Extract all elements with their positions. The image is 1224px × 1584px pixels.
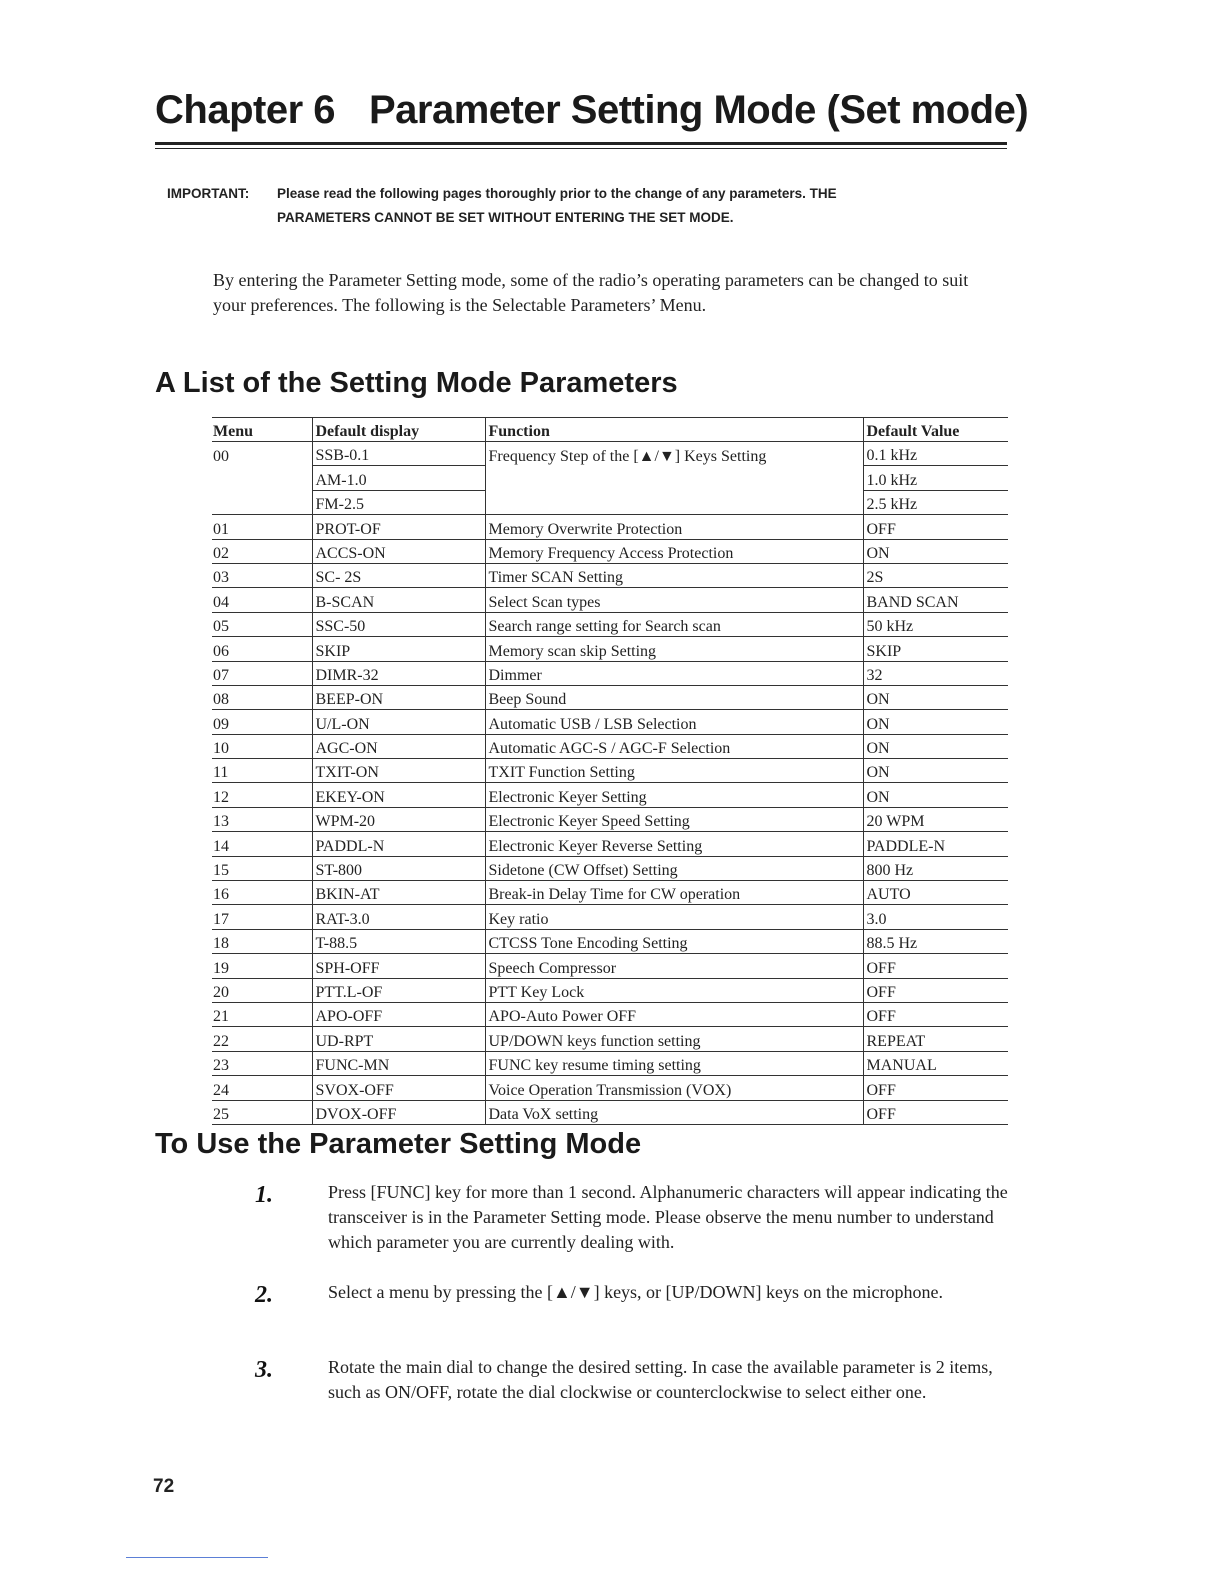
cell-default-value: BAND SCAN [863,588,1008,612]
page-number: 72 [153,1476,175,1497]
table-row [212,1051,1008,1075]
table-row [212,759,1008,783]
cell-default-value: 50 kHz [863,612,1008,636]
table-row [212,905,1008,929]
cell-menu: 21 [212,1002,312,1026]
cell-menu: 09 [212,710,312,734]
cell-default-value: 0.1 kHz [863,442,1008,466]
cell-function: Speech Compressor [485,954,863,978]
cell-default-display: PADDL-N [312,832,485,856]
cell-menu: 04 [212,588,312,612]
step-text: Rotate the main dial to change the desired setting. In case the available parameter is 2 items, such as ON/OFF, rotate the dial clockwise or counterclockwise to select either one. [328,1357,993,1402]
cell-default-display: B-SCAN [312,588,485,612]
table-row [212,978,1008,1002]
cell-default-display: SKIP [312,637,485,661]
table-row [212,954,1008,978]
cell-default-display: U/L-ON [312,710,485,734]
cell-menu: 22 [212,1027,312,1051]
cell-function: Electronic Keyer Setting [485,783,863,807]
cell-default-value: 2.5 kHz [863,490,1008,514]
cell-menu: 08 [212,685,312,709]
cell-menu: 23 [212,1051,312,1075]
cell-function: Sidetone (CW Offset) Setting [485,856,863,880]
cell-default-value: 20 WPM [863,807,1008,831]
cell-default-display: BEEP-ON [312,685,485,709]
cell-function: Electronic Keyer Reverse Setting [485,832,863,856]
title-rule-thin [155,148,1007,149]
cell-default-display: UD-RPT [312,1027,485,1051]
cell-function: Data VoX setting [485,1100,863,1124]
cell-menu [212,490,312,514]
cell-menu: 10 [212,734,312,758]
parameters-table [212,417,1008,1125]
table-row [212,832,1008,856]
table-row [212,734,1008,758]
cell-menu: 02 [212,539,312,563]
cell-menu [212,466,312,490]
cell-default-value: OFF [863,1100,1008,1124]
cell-default-value: 3.0 [863,905,1008,929]
chapter-name: Parameter Setting Mode (Set mode) [369,88,1029,132]
cell-menu: 12 [212,783,312,807]
cell-default-display: WPM-20 [312,807,485,831]
cell-default-value: 800 Hz [863,856,1008,880]
cell-function: Break-in Delay Time for CW operation [485,881,863,905]
cell-function: Beep Sound [485,685,863,709]
step-text: Select a menu by pressing the [▲/▼] keys, or [UP/DOWN] keys on the microphone. [328,1282,943,1302]
cell-default-display: ACCS-ON [312,539,485,563]
cell-default-value: MANUAL [863,1051,1008,1075]
cell-default-value: 2S [863,563,1008,587]
cell-function: Voice Operation Transmission (VOX) [485,1076,863,1100]
cell-default-display: ST-800 [312,856,485,880]
cell-function: Select Scan types [485,588,863,612]
cell-default-value: 32 [863,661,1008,685]
cell-default-display: SVOX-OFF [312,1076,485,1100]
title-rule-thick [155,142,1007,145]
table-header-row [212,418,1008,442]
cell-menu: 15 [212,856,312,880]
chapter-title [155,88,1028,133]
list-section-title: A List of the Setting Mode Parameters [155,367,678,399]
cell-default-value: OFF [863,1002,1008,1026]
header-default-value: Default Value [863,418,1008,442]
cell-menu: 16 [212,881,312,905]
cell-default-value: OFF [863,515,1008,539]
step-text: Press [FUNC] key for more than 1 second. Alphanumeric characters will appear indicating the transceiver is in the Parameter Setting mode. Please observe the menu number to understand which parameter you are currently dealing with. [328,1182,1008,1252]
cell-function: Automatic AGC-S / AGC-F Selection [485,734,863,758]
cell-default-value: OFF [863,1076,1008,1100]
cell-menu: 18 [212,929,312,953]
table-row [212,515,1008,539]
cell-function: TXIT Function Setting [485,759,863,783]
cell-default-display: DIMR-32 [312,661,485,685]
table-row [212,710,1008,734]
table-row [212,661,1008,685]
important-line-2: PARAMETERS CANNOT BE SET WITHOUT ENTERING THE SET MODE. [277,210,734,225]
cell-function: Dimmer [485,661,863,685]
table-row [212,637,1008,661]
cell-default-value: 1.0 kHz [863,466,1008,490]
table-row [212,1076,1008,1100]
cell-default-display: TXIT-ON [312,759,485,783]
chapter-number: Chapter 6 [155,88,335,132]
cell-default-display: AGC-ON [312,734,485,758]
cell-default-display: FUNC-MN [312,1051,485,1075]
cell-default-value: ON [863,759,1008,783]
cell-default-value: ON [863,734,1008,758]
table-row [212,807,1008,831]
cell-menu: 13 [212,807,312,831]
cell-function [485,490,863,514]
step-number: 3. [255,1357,273,1383]
cell-menu: 05 [212,612,312,636]
cell-function: Automatic USB / LSB Selection [485,710,863,734]
cell-menu: 17 [212,905,312,929]
table-row [212,783,1008,807]
cell-default-display: SSC-50 [312,612,485,636]
table-body [212,442,1008,1125]
table-row [212,563,1008,587]
cell-function: CTCSS Tone Encoding Setting [485,929,863,953]
intro-paragraph: By entering the Parameter Setting mode, some of the radio’s operating parameters can be changed to suit your preferences. The following is the Selectable Parameters’ Menu. [213,270,969,315]
table-row [212,1027,1008,1051]
step-number: 2. [255,1282,273,1308]
table-row [212,929,1008,953]
cell-default-display: APO-OFF [312,1002,485,1026]
cell-default-display: PTT.L-OF [312,978,485,1002]
cell-function: Search range setting for Search scan [485,612,863,636]
cell-function [485,466,863,490]
table-row [212,1002,1008,1026]
cell-default-display: RAT-3.0 [312,905,485,929]
cell-function: Memory Frequency Access Protection [485,539,863,563]
cell-function: Memory scan skip Setting [485,637,863,661]
cell-function: APO-Auto Power OFF [485,1002,863,1026]
cell-menu: 00 [213,447,229,465]
cell-default-display: SSB-0.1 [312,442,485,466]
cell-function: Electronic Keyer Speed Setting [485,807,863,831]
cell-menu: 06 [212,637,312,661]
table-row [212,685,1008,709]
cell-default-value: OFF [863,978,1008,1002]
cell-default-value: 88.5 Hz [863,929,1008,953]
cell-default-value: ON [863,710,1008,734]
cell-menu: 24 [212,1076,312,1100]
header-function: Function [485,418,863,442]
cell-default-display: EKEY-ON [312,783,485,807]
table-row [212,539,1008,563]
cell-default-value: ON [863,783,1008,807]
cell-menu: 11 [212,759,312,783]
table-row [212,612,1008,636]
cell-function: Memory Overwrite Protection [485,515,863,539]
cell-default-display: T-88.5 [312,929,485,953]
header-default-display: Default display [312,418,485,442]
table-row [212,466,1008,490]
cell-menu: 25 [212,1100,312,1124]
use-section-title: To Use the Parameter Setting Mode [155,1128,642,1160]
cell-default-display: PROT-OF [312,515,485,539]
cell-function: PTT Key Lock [485,978,863,1002]
cell-function: Key ratio [485,905,863,929]
cell-default-display: SC- 2S [312,563,485,587]
cell-default-value: AUTO [863,881,1008,905]
cell-default-display: DVOX-OFF [312,1100,485,1124]
cell-default-display: SPH-OFF [312,954,485,978]
cell-default-value: SKIP [863,637,1008,661]
table-row [212,442,1008,466]
cell-menu: 07 [212,661,312,685]
table-row [212,490,1008,514]
table-row [212,856,1008,880]
cell-function: Timer SCAN Setting [485,563,863,587]
important-line-1: Please read the following pages thoroughly prior to the change of any parameters. THE [277,186,837,201]
cell-default-display: AM-1.0 [312,466,485,490]
cell-default-value: ON [863,539,1008,563]
step-number: 1. [255,1182,273,1208]
cell-menu: 20 [212,978,312,1002]
table-row [212,881,1008,905]
cell-menu: 01 [212,515,312,539]
cell-default-display: FM-2.5 [312,490,485,514]
cell-default-value: REPEAT [863,1027,1008,1051]
cell-menu: 19 [212,954,312,978]
cell-default-display: BKIN-AT [312,881,485,905]
cell-function: UP/DOWN keys function setting [485,1027,863,1051]
table-row [212,1100,1008,1124]
cell-menu: 03 [212,563,312,587]
important-label: IMPORTANT: [167,186,250,201]
cell-default-value: OFF [863,954,1008,978]
cell-default-value: PADDLE-N [863,832,1008,856]
footer-line [126,1557,268,1558]
cell-function: Frequency Step of the [▲/▼] Keys Setting [485,442,863,466]
cell-default-value: ON [863,685,1008,709]
cell-function: FUNC key resume timing setting [485,1051,863,1075]
header-menu: Menu [212,418,312,442]
table-row [212,588,1008,612]
cell-menu: 14 [212,832,312,856]
